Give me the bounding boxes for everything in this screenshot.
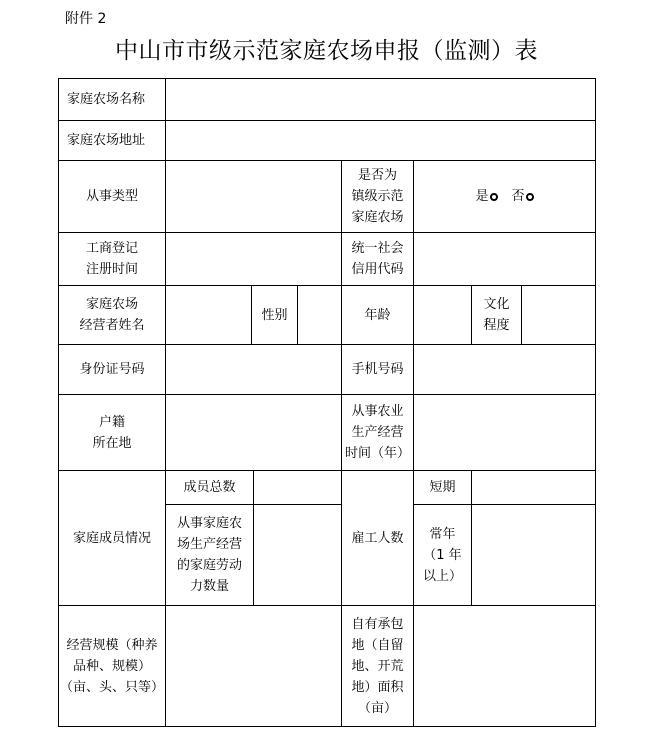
form-title: 中山市市级示范家庭农场申报（监测）表 [115,38,538,64]
radio-no[interactable] [526,193,534,201]
label-gender: 性别 [261,307,288,323]
radio-yes[interactable] [490,193,498,201]
long-term-field[interactable] [472,505,595,605]
label-labor-count: 从事家庭农 场生产经营 的家庭劳动 力数量 [176,516,242,594]
label-operator-name: 家庭农场 经营者姓名 [79,297,145,333]
label-is-town-demo: 是否为 镇级示范 家庭农场 [351,168,404,225]
label-family-members: 家庭成员情况 [72,530,151,546]
registration-time-field[interactable] [166,233,341,285]
total-members-field[interactable] [254,471,341,504]
household-location-field[interactable] [166,395,341,470]
label-farm-address: 家庭农场地址 [67,133,146,148]
age-field[interactable] [414,286,471,344]
label-years-in-agri: 从事农业 生产经营 时间（年） [344,404,410,461]
labor-count-field[interactable] [254,505,341,605]
yes-no-options [414,161,595,232]
option-yes-label: 是 [475,189,489,204]
label-household-location: 户籍 所在地 [92,414,132,451]
id-number-field[interactable] [166,345,341,394]
label-business-type: 从事类型 [85,189,138,204]
label-long-term: 常年 （1 年 以上） [422,526,462,584]
label-credit-code: 统一社会 信用代码 [351,241,404,277]
own-land-field[interactable] [414,606,595,726]
education-field[interactable] [522,286,595,344]
label-scale: 经营规模（种养 品种、规模） （亩、头、只等） [59,637,164,695]
credit-code-field[interactable] [414,233,595,285]
label-farm-name: 家庭农场名称 [67,92,146,107]
label-short-term: 短期 [429,480,456,495]
label-id-number: 身份证号码 [79,362,145,377]
attachment-label: 附件 2 [65,11,107,27]
label-age: 年龄 [364,307,391,323]
farm-name-field[interactable] [166,79,595,120]
mobile-field[interactable] [414,345,595,394]
farm-address-field[interactable] [166,121,595,160]
label-education: 文化 程度 [483,297,510,333]
option-no-label: 否 [511,189,525,204]
short-term-field[interactable] [472,471,595,504]
label-own-land: 自有承包 地（自留 地、开荒 地）面积 （亩） [351,616,404,716]
scale-field[interactable] [166,606,341,726]
label-registration-time: 工商登记 注册时间 [85,241,138,277]
label-mobile: 手机号码 [351,362,404,377]
operator-name-field[interactable] [166,286,251,344]
application-form [58,78,596,727]
years-in-agri-field[interactable] [414,395,595,470]
label-hired-workers: 雇工人数 [351,530,404,546]
gender-field[interactable] [298,286,341,344]
business-type-field[interactable] [166,161,341,232]
label-total-members: 成员总数 [183,480,236,495]
